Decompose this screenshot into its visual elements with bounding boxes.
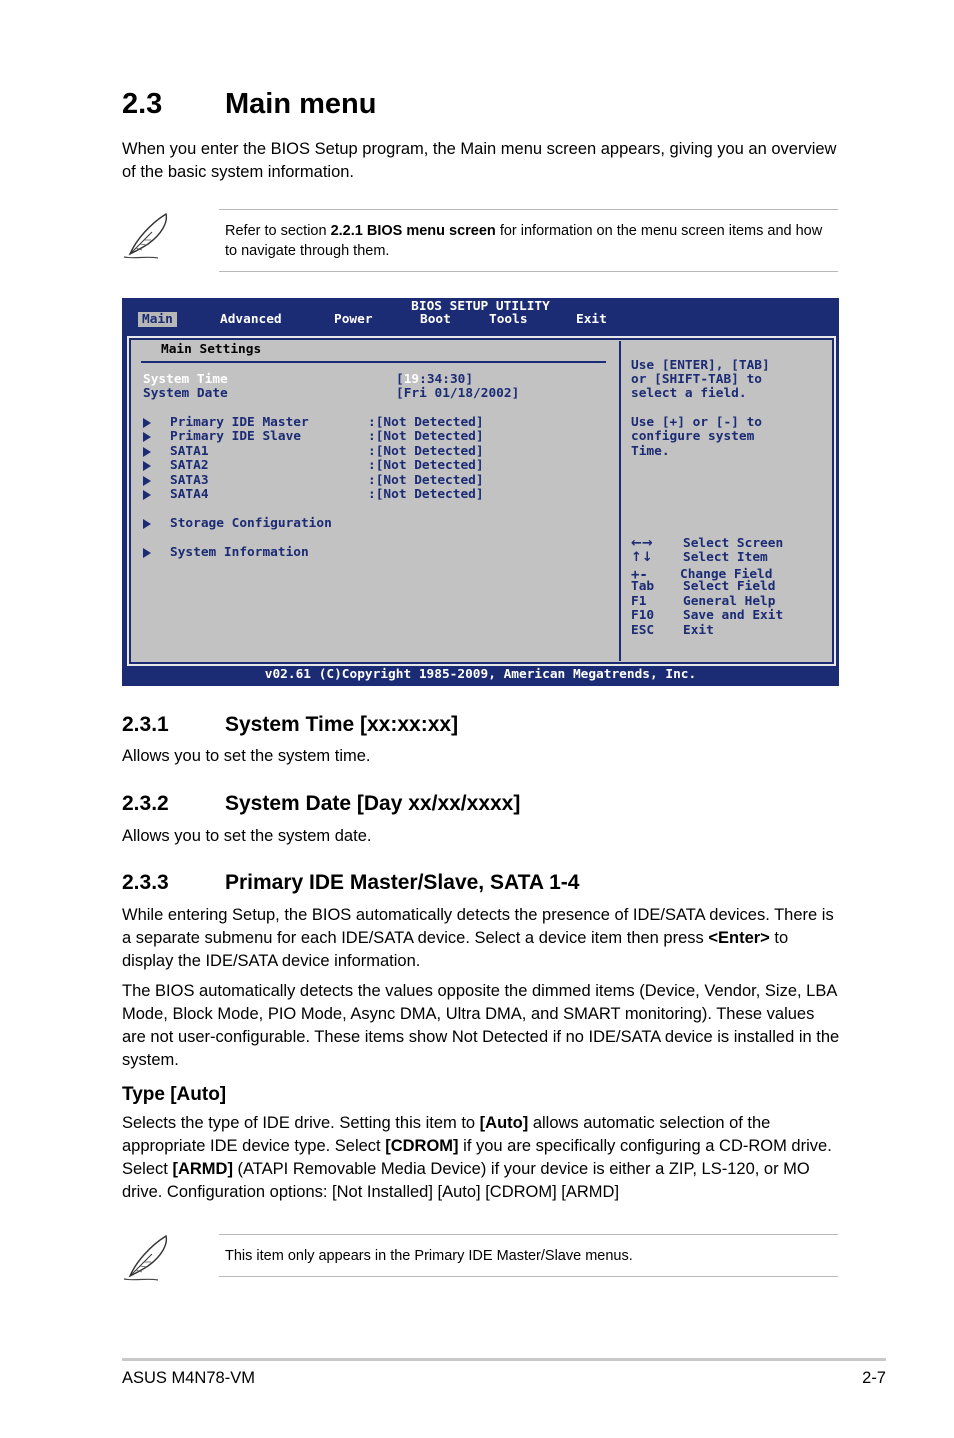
submenu-arrow-icon bbox=[143, 447, 151, 457]
device-sata2[interactable]: SATA2 bbox=[170, 458, 209, 473]
device-sata3[interactable]: SATA3 bbox=[170, 473, 209, 488]
footer-product-name: ASUS M4N78-VM bbox=[122, 1369, 255, 1387]
device-sata1[interactable]: SATA1 bbox=[170, 444, 209, 459]
subsection-title: System Time [xx:xx:xx] bbox=[225, 713, 459, 736]
system-date-label[interactable]: System Date bbox=[143, 386, 228, 401]
subsection-number: 2.3.1 bbox=[122, 713, 169, 736]
device-value: :[Not Detected] bbox=[368, 473, 484, 488]
left-right-arrow-icon: ←→ bbox=[631, 536, 653, 551]
option-armd: [ARMD] bbox=[172, 1160, 233, 1178]
help-line: or [SHIFT-TAB] to bbox=[631, 372, 762, 387]
device-value: :[Not Detected] bbox=[368, 415, 484, 430]
text: if you are specifically configuring a CD-ROM drive. Select bbox=[122, 1137, 832, 1178]
key-desc-select-field: Select Field bbox=[683, 579, 776, 594]
bios-divider-vertical bbox=[619, 341, 621, 661]
submenu-arrow-icon bbox=[143, 519, 151, 529]
type-heading: Type [Auto] bbox=[122, 1084, 227, 1105]
device-primary-ide-slave[interactable]: Primary IDE Slave bbox=[170, 429, 301, 444]
key-plus-minus: +- bbox=[631, 567, 648, 583]
page-title bbox=[122, 88, 376, 121]
option-cdrom: [CDROM] bbox=[385, 1137, 459, 1155]
subsection-title: System Date [Day xx/xx/xxxx] bbox=[225, 792, 521, 815]
intro-paragraph: When you enter the BIOS Setup program, the Main menu screen appears, giving you an overview of the basic system information. bbox=[122, 140, 837, 181]
system-time-hour: 19 bbox=[403, 372, 420, 387]
section-number: 2.3 bbox=[122, 88, 163, 120]
key-desc-general-help: General Help bbox=[683, 594, 776, 609]
key-tab: Tab bbox=[631, 579, 655, 594]
note-text bbox=[219, 210, 838, 271]
bios-menu-tools[interactable]: Tools bbox=[489, 312, 528, 327]
note-box-2 bbox=[219, 1234, 838, 1277]
device-primary-ide-master[interactable]: Primary IDE Master bbox=[170, 415, 309, 430]
key-esc: ESC bbox=[631, 623, 655, 638]
key-desc-exit: Exit bbox=[683, 623, 714, 638]
note-box bbox=[219, 209, 838, 272]
submenu-system-information[interactable]: System Information bbox=[170, 545, 309, 560]
help-line: select a field. bbox=[631, 386, 747, 401]
section-title: Main menu bbox=[225, 88, 377, 120]
device-value: :[Not Detected] bbox=[368, 458, 484, 473]
help-line: configure system bbox=[631, 429, 755, 444]
text: Selects the type of IDE drive. Setting this item to bbox=[122, 1114, 480, 1132]
system-time-bracket: [ bbox=[396, 372, 404, 387]
submenu-arrow-icon bbox=[143, 548, 151, 558]
text: to display the IDE/SATA device information. bbox=[122, 929, 789, 970]
bios-copyright: v02.61 (C)Copyright 1985-2009, American Megatrends, Inc. bbox=[264, 667, 697, 682]
system-time-rest: :34:30] bbox=[419, 372, 474, 387]
bios-panel-title: Main Settings bbox=[161, 342, 262, 357]
pen-note-icon bbox=[122, 1232, 172, 1284]
footer-page-number: 2-7 bbox=[862, 1369, 886, 1387]
subsection-number: 2.3.2 bbox=[122, 792, 169, 815]
type-paragraph bbox=[122, 1112, 840, 1204]
submenu-arrow-icon bbox=[143, 418, 151, 428]
key-desc-change-field: Change Field bbox=[680, 567, 773, 582]
note-text-prefix: Refer to section bbox=[225, 223, 331, 239]
key-desc-select-screen: Select Screen bbox=[683, 536, 784, 551]
device-value: :[Not Detected] bbox=[368, 429, 484, 444]
note-reference: 2.2.1 BIOS menu screen bbox=[330, 223, 496, 239]
key-f10: F10 bbox=[631, 608, 655, 623]
bios-menu-power[interactable]: Power bbox=[334, 312, 373, 327]
help-line: Use [ENTER], [TAB] bbox=[631, 358, 770, 373]
subsection-heading-2-3-1 bbox=[122, 713, 458, 737]
device-sata4[interactable]: SATA4 bbox=[170, 487, 209, 502]
system-time-description: Allows you to set the system time. bbox=[122, 747, 371, 765]
bios-title: BIOS SETUP UTILITY bbox=[411, 299, 550, 314]
bios-menu-exit[interactable]: Exit bbox=[576, 312, 607, 327]
key-desc-save-exit: Save and Exit bbox=[683, 608, 784, 623]
system-date-description: Allows you to set the system date. bbox=[122, 827, 372, 845]
subsection-title: Primary IDE Master/Slave, SATA 1-4 bbox=[225, 871, 580, 894]
system-date-value[interactable]: [Fri 01/18/2002] bbox=[396, 386, 520, 401]
submenu-arrow-icon bbox=[143, 461, 151, 471]
ide-paragraph-2: The BIOS automatically detects the values opposite the dimmed items (Device, Vendor, Size, LBA Mode, Block Mode, PIO Mode, Async DMA, Ultra DMA, and SMART monitoring). These values are not user-configurable. These items show Not Detected if no IDE/SATA device is installed in the system. bbox=[122, 982, 840, 1069]
submenu-storage-configuration[interactable]: Storage Configuration bbox=[170, 516, 332, 531]
text: allows automatic selection of the appropriate IDE device type. Select bbox=[122, 1114, 771, 1155]
bios-menubar bbox=[122, 312, 839, 328]
device-value: :[Not Detected] bbox=[368, 444, 484, 459]
submenu-arrow-icon bbox=[143, 476, 151, 486]
subsection-heading-2-3-3 bbox=[122, 871, 579, 895]
option-auto: [Auto] bbox=[479, 1114, 529, 1132]
device-value: :[Not Detected] bbox=[368, 487, 484, 502]
system-time-label[interactable]: System Time bbox=[143, 372, 228, 387]
note-text-suffix: for information on the menu screen items and how to navigate through them. bbox=[225, 223, 823, 259]
bios-menu-boot[interactable]: Boot bbox=[420, 312, 451, 327]
bios-panel bbox=[127, 336, 836, 666]
bios-menu-advanced[interactable]: Advanced bbox=[220, 312, 282, 327]
help-line: Use [+] or [-] to bbox=[631, 415, 762, 430]
system-time-value[interactable] bbox=[396, 372, 473, 387]
text: (ATAPI Removable Media Device) if your device is either a ZIP, LS-120, or MO drive. Configuration options: [Not Installed] [Auto] [CDROM] [ARMD] bbox=[122, 1160, 810, 1201]
subsection-heading-2-3-2 bbox=[122, 792, 520, 816]
subsection-number: 2.3.3 bbox=[122, 871, 169, 894]
key-f1: F1 bbox=[631, 594, 647, 609]
key-desc-select-item: Select Item bbox=[683, 550, 768, 565]
submenu-arrow-icon bbox=[143, 432, 151, 442]
submenu-arrow-icon bbox=[143, 490, 151, 500]
footer-divider bbox=[122, 1358, 886, 1361]
text: While entering Setup, the BIOS automatically detects the presence of IDE/SATA devices. There is a separate submenu for each IDE/SATA device. Select a device item then press bbox=[122, 906, 834, 947]
bios-menu-main[interactable]: Main bbox=[138, 312, 177, 327]
ide-paragraph-1 bbox=[122, 904, 840, 973]
bios-screenshot bbox=[122, 298, 839, 686]
help-line: Time. bbox=[631, 444, 670, 459]
pen-note-icon bbox=[122, 210, 172, 262]
note-text-2: This item only appears in the Primary IDE Master/Slave menus. bbox=[225, 1248, 633, 1264]
bios-divider-horizontal bbox=[141, 361, 606, 363]
enter-key-text: <Enter> bbox=[708, 929, 770, 947]
up-down-arrow-icon: ↑↓ bbox=[631, 550, 653, 565]
